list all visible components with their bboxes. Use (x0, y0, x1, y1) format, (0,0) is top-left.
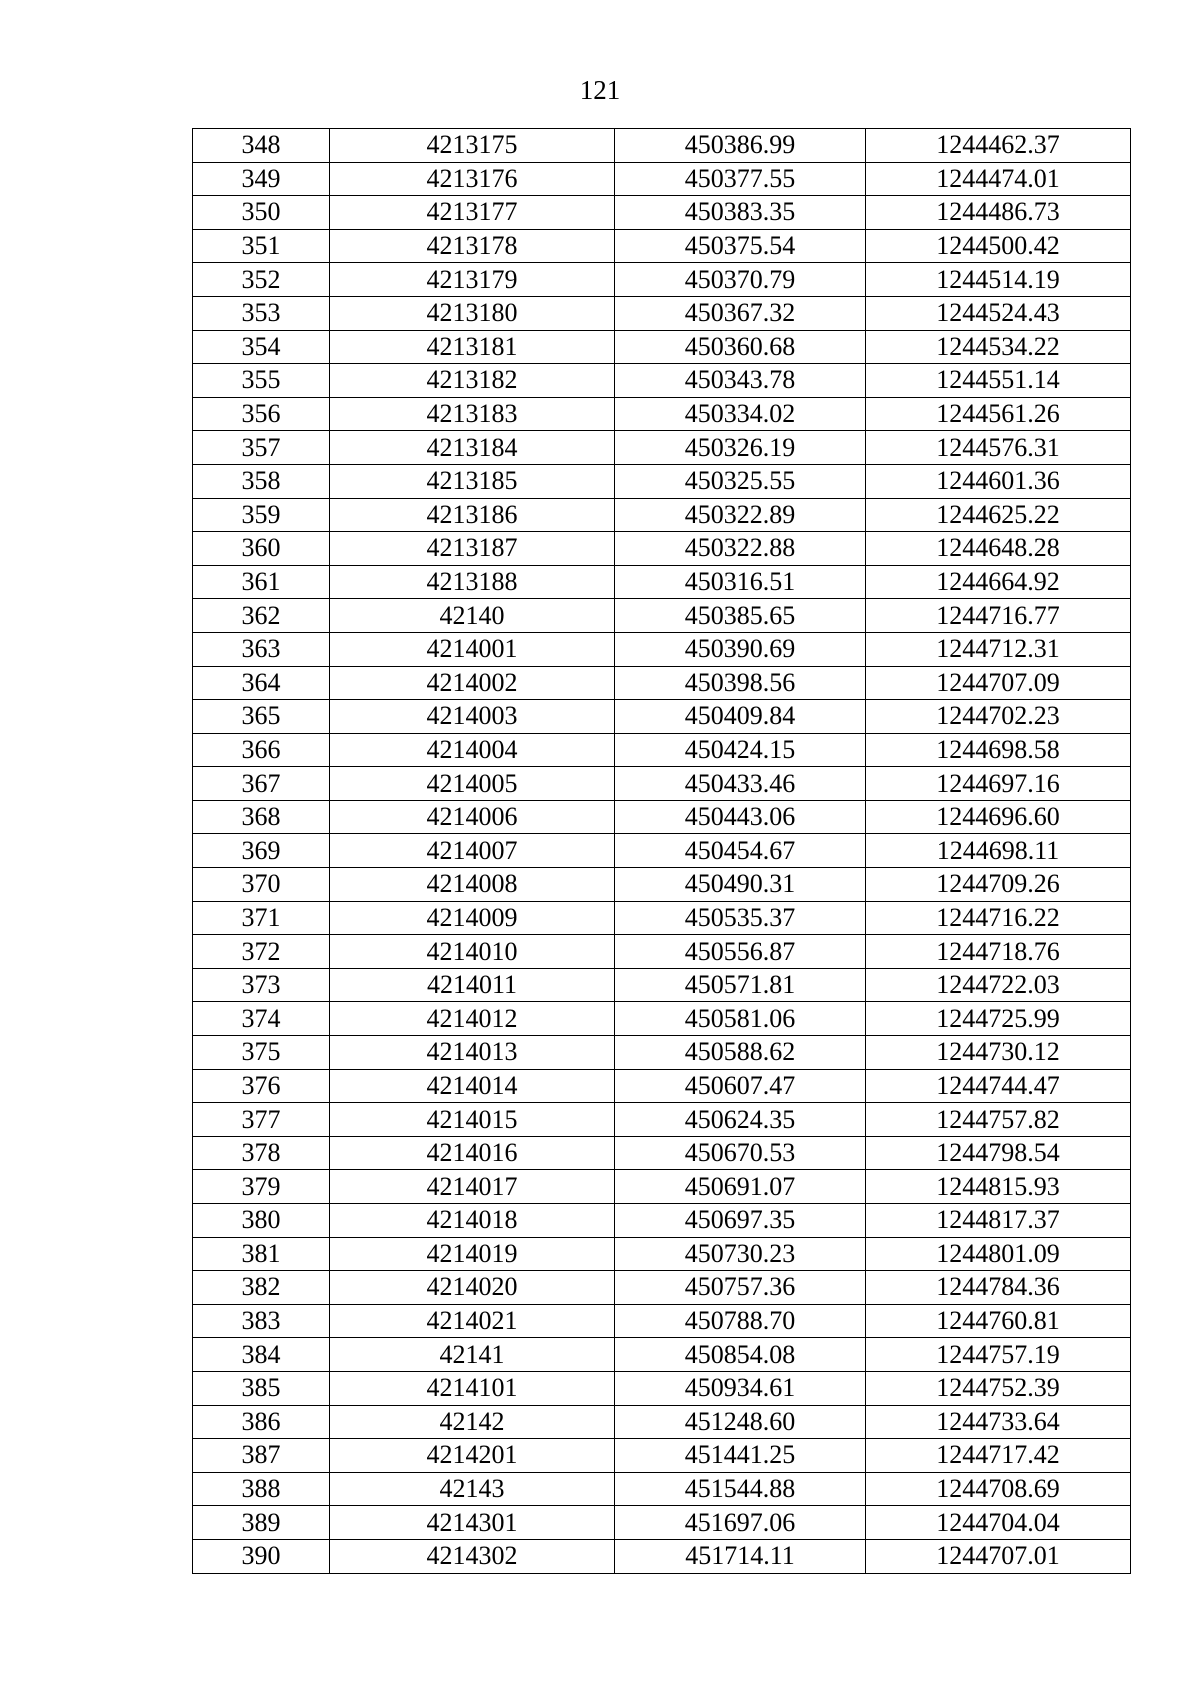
point-id-cell: 4213182 (330, 364, 615, 398)
x-coordinate-cell: 450409.84 (615, 700, 866, 734)
y-coordinate-cell: 1244664.92 (866, 565, 1131, 599)
point-id-cell: 42142 (330, 1405, 615, 1439)
x-coordinate-cell: 450322.88 (615, 532, 866, 566)
x-coordinate-cell: 450571.81 (615, 968, 866, 1002)
table-row (193, 935, 1131, 969)
x-coordinate-cell: 450360.68 (615, 330, 866, 364)
table-row (193, 1237, 1131, 1271)
row-index-cell: 376 (193, 1069, 330, 1103)
y-coordinate-cell: 1244698.58 (866, 733, 1131, 767)
point-id-cell: 4214013 (330, 1036, 615, 1070)
y-coordinate-cell: 1244534.22 (866, 330, 1131, 364)
x-coordinate-cell: 450581.06 (615, 1002, 866, 1036)
y-coordinate-cell: 1244733.64 (866, 1405, 1131, 1439)
row-index-cell: 366 (193, 733, 330, 767)
point-id-cell: 4213177 (330, 196, 615, 230)
y-coordinate-cell: 1244716.77 (866, 599, 1131, 633)
y-coordinate-cell: 1244551.14 (866, 364, 1131, 398)
row-index-cell: 378 (193, 1136, 330, 1170)
point-id-cell: 4214020 (330, 1271, 615, 1305)
y-coordinate-cell: 1244784.36 (866, 1271, 1131, 1305)
point-id-cell: 4214302 (330, 1539, 615, 1573)
point-id-cell: 4214015 (330, 1103, 615, 1137)
y-coordinate-cell: 1244722.03 (866, 968, 1131, 1002)
point-id-cell: 42140 (330, 599, 615, 633)
row-index-cell: 386 (193, 1405, 330, 1439)
table-row (193, 868, 1131, 902)
table-row (193, 632, 1131, 666)
x-coordinate-cell: 451714.11 (615, 1539, 866, 1573)
x-coordinate-cell: 450490.31 (615, 868, 866, 902)
x-coordinate-cell: 450322.89 (615, 498, 866, 532)
x-coordinate-cell: 450390.69 (615, 632, 866, 666)
row-index-cell: 355 (193, 364, 330, 398)
x-coordinate-cell: 450377.55 (615, 162, 866, 196)
row-index-cell: 368 (193, 800, 330, 834)
x-coordinate-cell: 450788.70 (615, 1304, 866, 1338)
y-coordinate-cell: 1244798.54 (866, 1136, 1131, 1170)
table-row (193, 397, 1131, 431)
point-id-cell: 4213180 (330, 296, 615, 330)
x-coordinate-cell: 450316.51 (615, 565, 866, 599)
y-coordinate-cell: 1244730.12 (866, 1036, 1131, 1070)
x-coordinate-cell: 450854.08 (615, 1338, 866, 1372)
y-coordinate-cell: 1244712.31 (866, 632, 1131, 666)
point-id-cell: 4213183 (330, 397, 615, 431)
row-index-cell: 356 (193, 397, 330, 431)
table-row (193, 700, 1131, 734)
x-coordinate-cell: 450670.53 (615, 1136, 866, 1170)
y-coordinate-cell: 1244716.22 (866, 901, 1131, 935)
row-index-cell: 387 (193, 1439, 330, 1473)
point-id-cell: 4214003 (330, 700, 615, 734)
row-index-cell: 354 (193, 330, 330, 364)
table-row (193, 296, 1131, 330)
point-id-cell: 4214201 (330, 1439, 615, 1473)
table-row (193, 1069, 1131, 1103)
page-number: 121 (579, 75, 621, 105)
table-row (193, 330, 1131, 364)
table-row (193, 229, 1131, 263)
x-coordinate-cell: 450624.35 (615, 1103, 866, 1137)
y-coordinate-cell: 1244524.43 (866, 296, 1131, 330)
y-coordinate-cell: 1244708.69 (866, 1472, 1131, 1506)
row-index-cell: 374 (193, 1002, 330, 1036)
row-index-cell: 371 (193, 901, 330, 935)
table-row (193, 263, 1131, 297)
row-index-cell: 375 (193, 1036, 330, 1070)
table-row (193, 1036, 1131, 1070)
table-row (193, 364, 1131, 398)
point-id-cell: 4214006 (330, 800, 615, 834)
y-coordinate-cell: 1244561.26 (866, 397, 1131, 431)
table-row (193, 1304, 1131, 1338)
point-id-cell: 4214001 (330, 632, 615, 666)
y-coordinate-cell: 1244725.99 (866, 1002, 1131, 1036)
table-row (193, 1136, 1131, 1170)
table-row (193, 129, 1131, 163)
coordinates-table-body (193, 129, 1131, 1574)
y-coordinate-cell: 1244815.93 (866, 1170, 1131, 1204)
table-row (193, 1103, 1131, 1137)
y-coordinate-cell: 1244462.37 (866, 129, 1131, 163)
table-row (193, 1002, 1131, 1036)
row-index-cell: 380 (193, 1204, 330, 1238)
row-index-cell: 353 (193, 296, 330, 330)
row-index-cell: 379 (193, 1170, 330, 1204)
row-index-cell: 389 (193, 1506, 330, 1540)
x-coordinate-cell: 450386.99 (615, 129, 866, 163)
point-id-cell: 4214012 (330, 1002, 615, 1036)
point-id-cell: 4213175 (330, 129, 615, 163)
x-coordinate-cell: 450343.78 (615, 364, 866, 398)
row-index-cell: 362 (193, 599, 330, 633)
table-row (193, 1338, 1131, 1372)
row-index-cell: 361 (193, 565, 330, 599)
row-index-cell: 358 (193, 464, 330, 498)
row-index-cell: 369 (193, 834, 330, 868)
x-coordinate-cell: 450375.54 (615, 229, 866, 263)
table-row (193, 901, 1131, 935)
x-coordinate-cell: 450370.79 (615, 263, 866, 297)
point-id-cell: 4214010 (330, 935, 615, 969)
x-coordinate-cell: 450454.67 (615, 834, 866, 868)
table-row (193, 800, 1131, 834)
point-id-cell: 4214018 (330, 1204, 615, 1238)
coordinates-table (192, 128, 1131, 1574)
table-row (193, 767, 1131, 801)
table-row (193, 196, 1131, 230)
row-index-cell: 349 (193, 162, 330, 196)
x-coordinate-cell: 451248.60 (615, 1405, 866, 1439)
table-row (193, 1506, 1131, 1540)
y-coordinate-cell: 1244486.73 (866, 196, 1131, 230)
x-coordinate-cell: 450697.35 (615, 1204, 866, 1238)
point-id-cell: 42141 (330, 1338, 615, 1372)
table-row (193, 666, 1131, 700)
point-id-cell: 4214002 (330, 666, 615, 700)
y-coordinate-cell: 1244697.16 (866, 767, 1131, 801)
point-id-cell: 4214004 (330, 733, 615, 767)
y-coordinate-cell: 1244648.28 (866, 532, 1131, 566)
point-id-cell: 4213186 (330, 498, 615, 532)
point-id-cell: 42143 (330, 1472, 615, 1506)
y-coordinate-cell: 1244760.81 (866, 1304, 1131, 1338)
table-row (193, 968, 1131, 1002)
y-coordinate-cell: 1244576.31 (866, 431, 1131, 465)
point-id-cell: 4214008 (330, 868, 615, 902)
x-coordinate-cell: 450607.47 (615, 1069, 866, 1103)
y-coordinate-cell: 1244601.36 (866, 464, 1131, 498)
x-coordinate-cell: 451544.88 (615, 1472, 866, 1506)
table-row (193, 464, 1131, 498)
point-id-cell: 4214011 (330, 968, 615, 1002)
row-index-cell: 350 (193, 196, 330, 230)
y-coordinate-cell: 1244757.19 (866, 1338, 1131, 1372)
y-coordinate-cell: 1244474.01 (866, 162, 1131, 196)
row-index-cell: 384 (193, 1338, 330, 1372)
row-index-cell: 351 (193, 229, 330, 263)
x-coordinate-cell: 450588.62 (615, 1036, 866, 1070)
x-coordinate-cell: 450398.56 (615, 666, 866, 700)
point-id-cell: 4214301 (330, 1506, 615, 1540)
x-coordinate-cell: 450424.15 (615, 733, 866, 767)
y-coordinate-cell: 1244514.19 (866, 263, 1131, 297)
row-index-cell: 364 (193, 666, 330, 700)
point-id-cell: 4214021 (330, 1304, 615, 1338)
table-row (193, 1539, 1131, 1573)
table-row (193, 1371, 1131, 1405)
row-index-cell: 365 (193, 700, 330, 734)
y-coordinate-cell: 1244718.76 (866, 935, 1131, 969)
table-row (193, 431, 1131, 465)
point-id-cell: 4213176 (330, 162, 615, 196)
row-index-cell: 390 (193, 1539, 330, 1573)
y-coordinate-cell: 1244625.22 (866, 498, 1131, 532)
table-row (193, 532, 1131, 566)
row-index-cell: 383 (193, 1304, 330, 1338)
row-index-cell: 373 (193, 968, 330, 1002)
x-coordinate-cell: 450383.35 (615, 196, 866, 230)
table-row (193, 1170, 1131, 1204)
row-index-cell: 360 (193, 532, 330, 566)
x-coordinate-cell: 450443.06 (615, 800, 866, 834)
point-id-cell: 4214016 (330, 1136, 615, 1170)
x-coordinate-cell: 450535.37 (615, 901, 866, 935)
row-index-cell: 382 (193, 1271, 330, 1305)
table-row (193, 599, 1131, 633)
point-id-cell: 4214017 (330, 1170, 615, 1204)
row-index-cell: 363 (193, 632, 330, 666)
table-row (193, 565, 1131, 599)
y-coordinate-cell: 1244698.11 (866, 834, 1131, 868)
point-id-cell: 4213178 (330, 229, 615, 263)
row-index-cell: 357 (193, 431, 330, 465)
point-id-cell: 4214101 (330, 1371, 615, 1405)
point-id-cell: 4214009 (330, 901, 615, 935)
row-index-cell: 348 (193, 129, 330, 163)
point-id-cell: 4213179 (330, 263, 615, 297)
x-coordinate-cell: 450934.61 (615, 1371, 866, 1405)
table-row (193, 498, 1131, 532)
x-coordinate-cell: 450757.36 (615, 1271, 866, 1305)
point-id-cell: 4213187 (330, 532, 615, 566)
x-coordinate-cell: 450325.55 (615, 464, 866, 498)
table-row (193, 1405, 1131, 1439)
x-coordinate-cell: 450691.07 (615, 1170, 866, 1204)
point-id-cell: 4213181 (330, 330, 615, 364)
x-coordinate-cell: 450433.46 (615, 767, 866, 801)
table-row (193, 1472, 1131, 1506)
y-coordinate-cell: 1244707.01 (866, 1539, 1131, 1573)
table-row (193, 733, 1131, 767)
row-index-cell: 372 (193, 935, 330, 969)
row-index-cell: 381 (193, 1237, 330, 1271)
y-coordinate-cell: 1244752.39 (866, 1371, 1131, 1405)
y-coordinate-cell: 1244707.09 (866, 666, 1131, 700)
y-coordinate-cell: 1244801.09 (866, 1237, 1131, 1271)
y-coordinate-cell: 1244817.37 (866, 1204, 1131, 1238)
y-coordinate-cell: 1244744.47 (866, 1069, 1131, 1103)
point-id-cell: 4213185 (330, 464, 615, 498)
table-row (193, 1204, 1131, 1238)
y-coordinate-cell: 1244500.42 (866, 229, 1131, 263)
x-coordinate-cell: 450556.87 (615, 935, 866, 969)
table-row (193, 1271, 1131, 1305)
point-id-cell: 4213188 (330, 565, 615, 599)
x-coordinate-cell: 450334.02 (615, 397, 866, 431)
x-coordinate-cell: 451441.25 (615, 1439, 866, 1473)
point-id-cell: 4213184 (330, 431, 615, 465)
y-coordinate-cell: 1244717.42 (866, 1439, 1131, 1473)
row-index-cell: 367 (193, 767, 330, 801)
table-row (193, 162, 1131, 196)
x-coordinate-cell: 451697.06 (615, 1506, 866, 1540)
row-index-cell: 352 (193, 263, 330, 297)
x-coordinate-cell: 450367.32 (615, 296, 866, 330)
y-coordinate-cell: 1244704.04 (866, 1506, 1131, 1540)
x-coordinate-cell: 450730.23 (615, 1237, 866, 1271)
x-coordinate-cell: 450385.65 (615, 599, 866, 633)
row-index-cell: 370 (193, 868, 330, 902)
row-index-cell: 385 (193, 1371, 330, 1405)
row-index-cell: 359 (193, 498, 330, 532)
table-row (193, 834, 1131, 868)
point-id-cell: 4214014 (330, 1069, 615, 1103)
y-coordinate-cell: 1244702.23 (866, 700, 1131, 734)
y-coordinate-cell: 1244709.26 (866, 868, 1131, 902)
x-coordinate-cell: 450326.19 (615, 431, 866, 465)
point-id-cell: 4214005 (330, 767, 615, 801)
point-id-cell: 4214019 (330, 1237, 615, 1271)
y-coordinate-cell: 1244696.60 (866, 800, 1131, 834)
row-index-cell: 388 (193, 1472, 330, 1506)
point-id-cell: 4214007 (330, 834, 615, 868)
y-coordinate-cell: 1244757.82 (866, 1103, 1131, 1137)
table-row (193, 1439, 1131, 1473)
row-index-cell: 377 (193, 1103, 330, 1137)
